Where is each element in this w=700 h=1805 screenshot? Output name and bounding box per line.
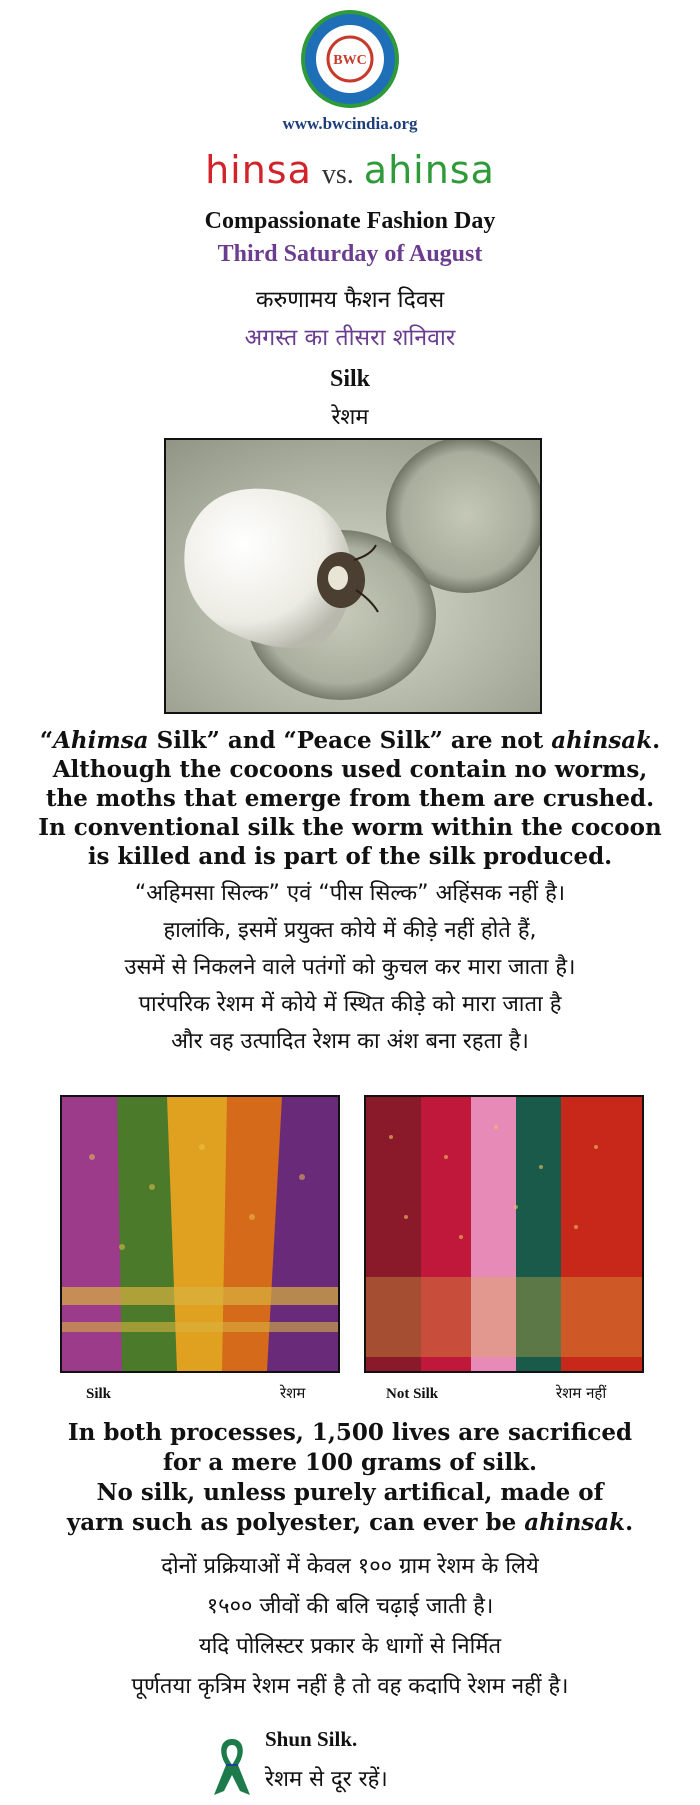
paragraph1-hi-line: हालांकि, इसमें प्रयुक्त कोये में कीड़े नहीं होते हैं, [163, 918, 537, 943]
title-hi: करुणामय फैशन दिवस [255, 287, 445, 313]
moth-cocoon-photo [164, 438, 542, 714]
paragraph2-en [0, 1418, 700, 1538]
paragraph2-en-line4: yarn such as polyester, can ever be ahinsak. [66, 1509, 634, 1536]
logo-text: BWC [333, 53, 367, 68]
brand-vs: vs. [321, 159, 354, 190]
paragraph1-en [0, 726, 700, 871]
paragraph2-hi-line: १५०० जीवों की बलि चढ़ाई जाती है। [206, 1594, 494, 1619]
silk-sarees-photo [60, 1095, 340, 1373]
green-ribbon-icon [210, 1735, 254, 1799]
paragraph2-hi [0, 1547, 700, 1707]
paragraph2-hi-line: पूर्णतया कृत्रिम रेशम नहीं है तो वह कदापि रेशम नहीं है। [131, 1674, 569, 1699]
paragraph2-en-line2: for a mere 100 grams of silk. [162, 1449, 538, 1476]
paragraph1-hi-line: “अहिमसा सिल्क” एवं “पीस सिल्क” अहिंसक नहीं है। [134, 881, 566, 906]
caption-silk-en: Silk [86, 1386, 112, 1402]
paragraph1-hi-line: पारंपरिक रेशम में कोये में स्थित कीड़े को मारा जाता है [138, 992, 562, 1017]
bwc-logo [299, 8, 401, 110]
caption-silk-hi: रेशम [280, 1384, 306, 1402]
paragraph1-hi [0, 875, 700, 1060]
paragraph2-en-line1: In both processes, 1,500 lives are sacrificed [67, 1419, 633, 1446]
shun-silk-hi: रेशम से दूर रहें। [265, 1767, 388, 1792]
caption-notsilk-hi: रेशम नहीं [556, 1384, 607, 1402]
not-silk-sarees-photo [364, 1095, 644, 1373]
paragraph1-hi-line: और वह उत्पादित रेशम का अंश बना रहता है। [171, 1029, 529, 1054]
paragraph1-hi-line: उसमें से निकलने वाले पतंगों को कुचल कर मारा जाता है। [124, 955, 576, 980]
date-en: Third Saturday of August [217, 241, 483, 267]
paragraph2-hi-line: यदि पोलिस्टर प्रकार के धागों से निर्मित [198, 1634, 502, 1659]
topic-hi: रेशम [331, 405, 369, 430]
paragraph1-en-line1: “Ahimsa Silk” and “Peace Silk” are not ahinsak. [39, 727, 661, 754]
brand-title [0, 148, 700, 193]
paragraph1-en-line5: is killed and is part of the silk produced. [87, 843, 613, 870]
caption-notsilk-en: Not Silk [386, 1386, 439, 1402]
topic-en: Silk [329, 366, 371, 392]
paragraph2-hi-line: दोनों प्रक्रियाओं में केवल १०० ग्राम रेशम के लिये [161, 1554, 539, 1579]
shun-silk-en: Shun Silk. [265, 1727, 358, 1751]
brand-ahinsa: ahinsa [363, 148, 495, 192]
date-hi: अगस्त का तीसरा शनिवार [244, 325, 456, 351]
paragraph1-en-line2: Although the cocoons used contain no worms, [52, 756, 648, 783]
paragraph2-en-line3: No silk, unless purely artifical, made of [96, 1479, 604, 1506]
website-url[interactable]: www.bwcindia.org [282, 114, 418, 133]
brand-hinsa: hinsa [205, 148, 312, 192]
paragraph1-en-line4: In conventional silk the worm within the cocoon [38, 814, 662, 841]
paragraph1-en-line3: the moths that emerge from them are crushed. [45, 785, 655, 812]
title-en: Compassionate Fashion Day [204, 208, 496, 234]
